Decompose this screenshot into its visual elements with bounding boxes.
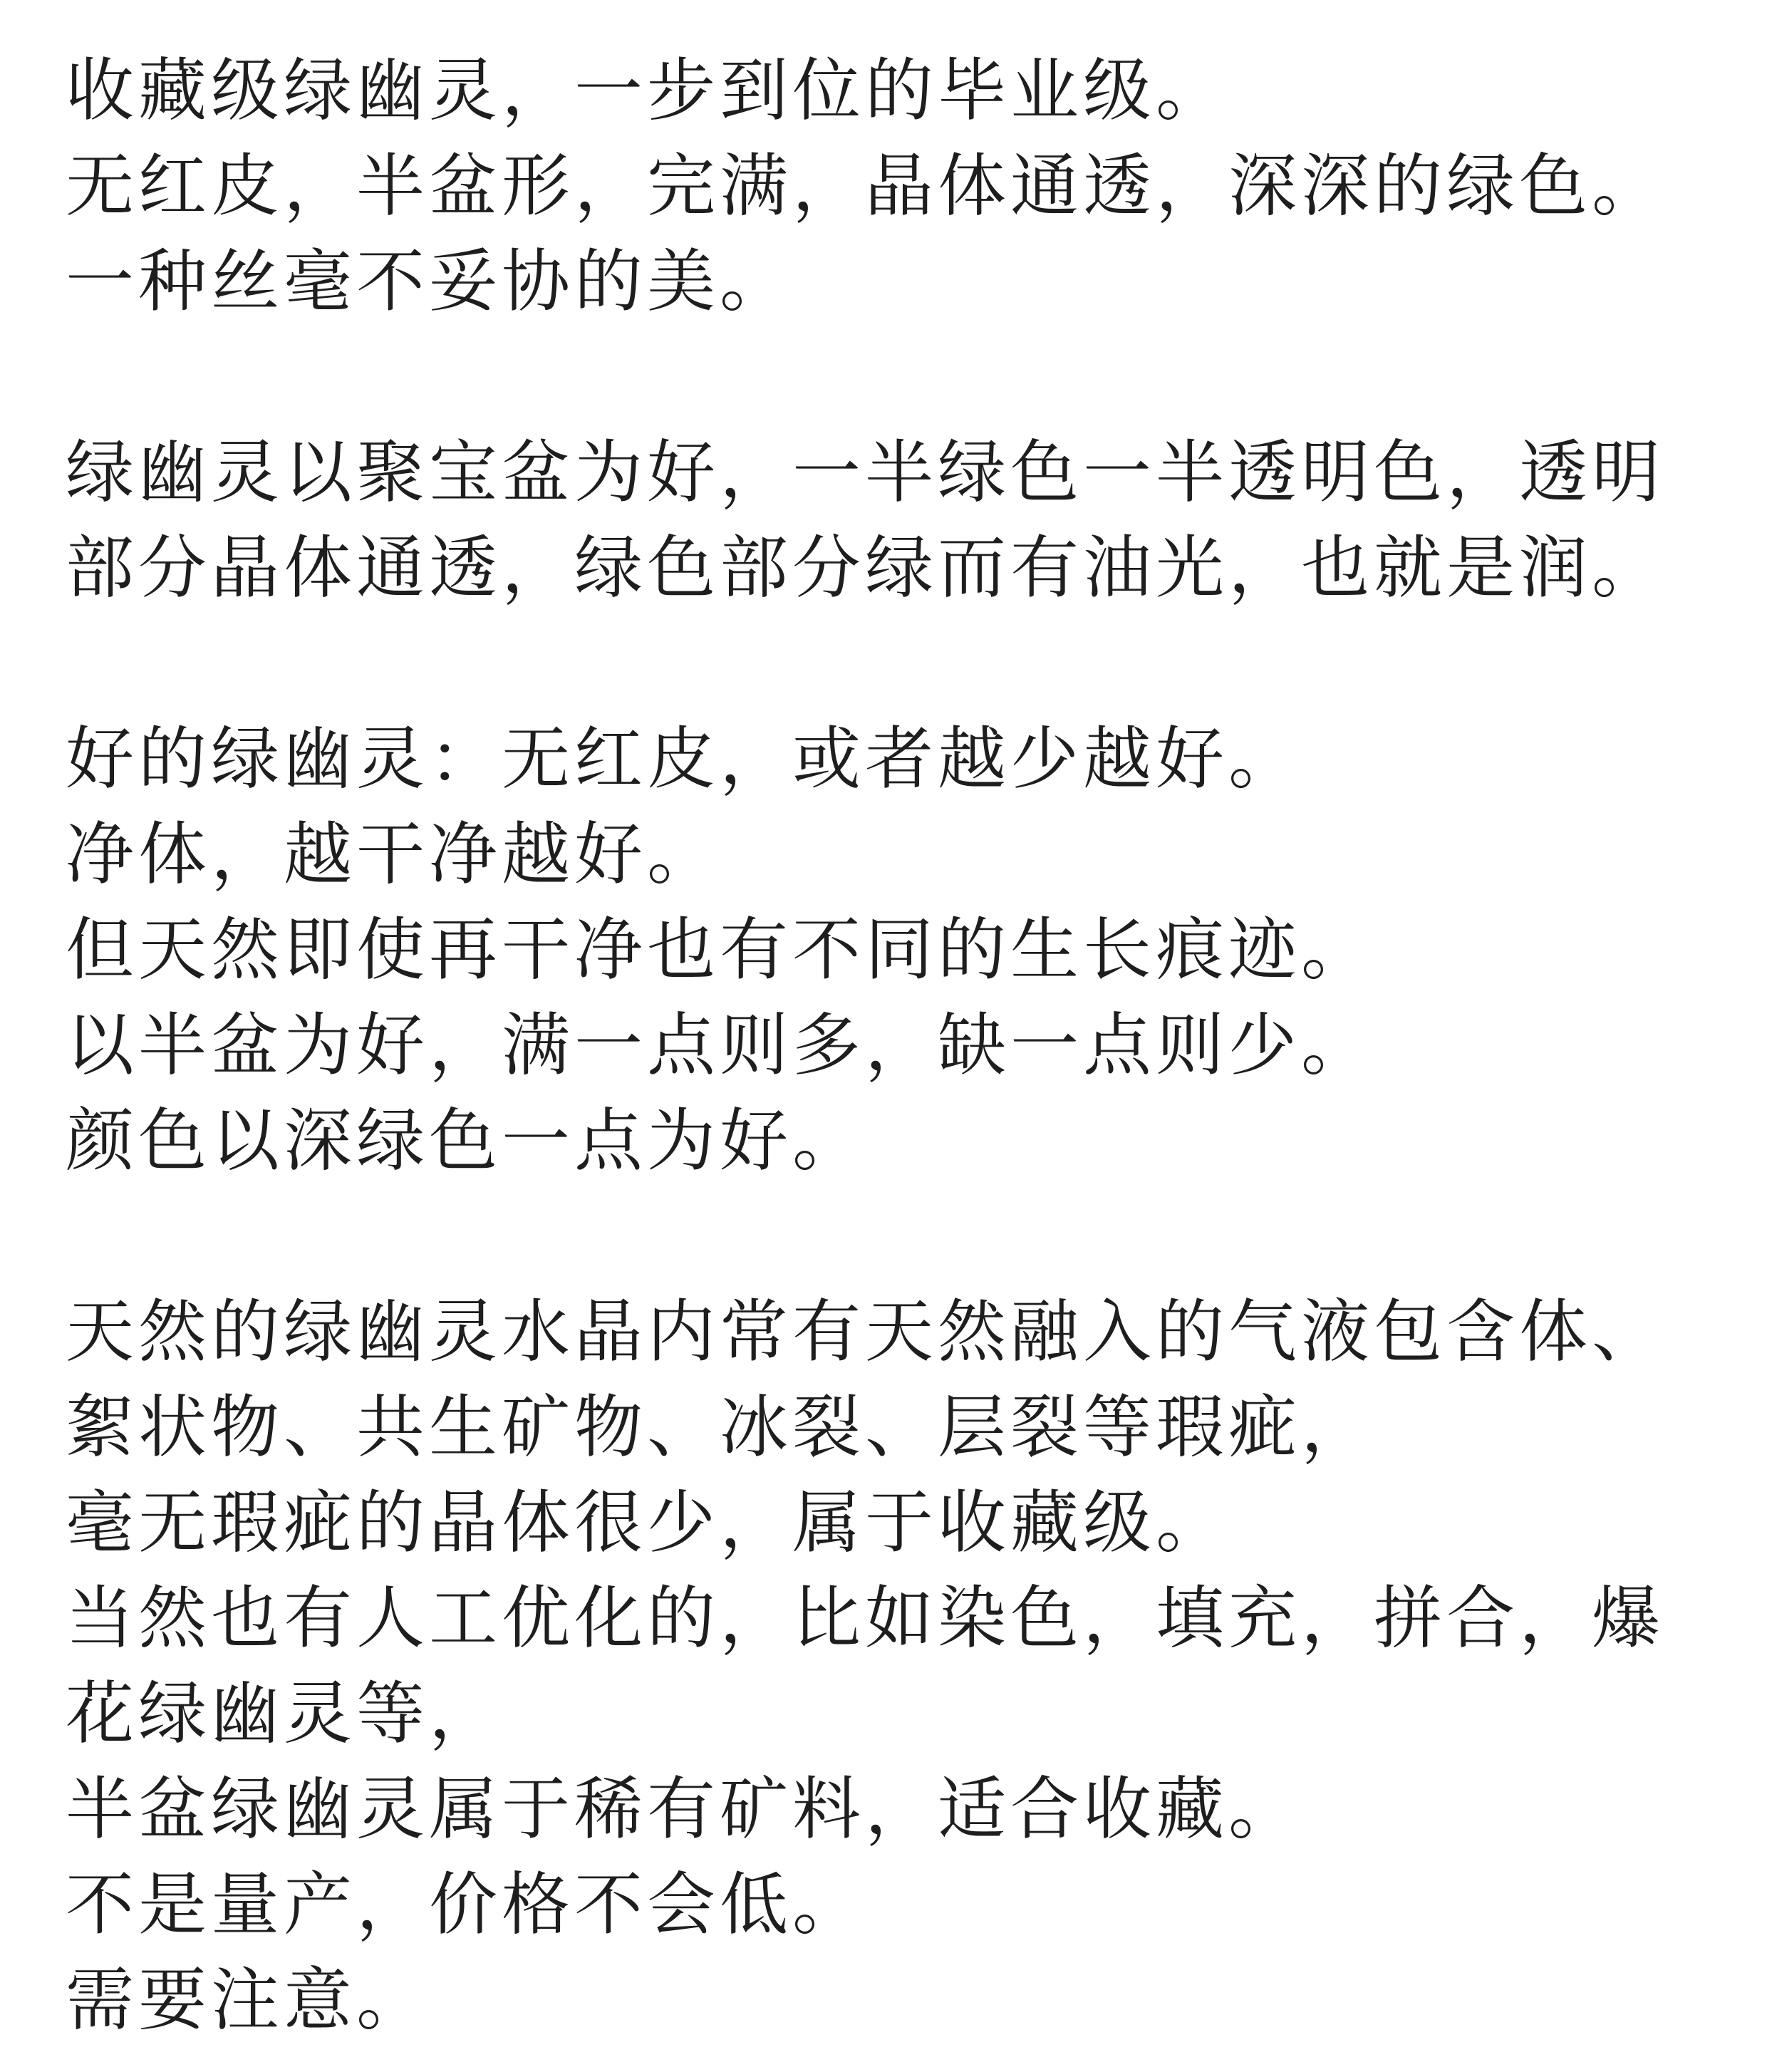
- text-line: 绿幽灵以聚宝盆为好，一半绿色一半透明色，透明: [66, 432, 1664, 512]
- text-line: 一种丝毫不妥协的美。: [66, 242, 792, 321]
- text-line: 以半盆为好，满一点则多，缺一点则少。: [66, 1005, 1374, 1085]
- text-line: 当然也有人工优化的，比如染色，填充，拼合，爆: [66, 1578, 1664, 1658]
- text-line: 颜色以深绿色一点为好。: [66, 1101, 865, 1181]
- text-line: 无红皮，半盆形，完满，晶体通透，深深的绿色。: [66, 146, 1664, 226]
- text-line: 收藏级绿幽灵，一步到位的毕业级。: [66, 51, 1228, 130]
- text-line: 不是量产，价格不会低。: [66, 1865, 865, 1944]
- text-line: 花绿幽灵等，: [66, 1674, 502, 1754]
- text-line: 但天然即使再干净也有不同的生长痕迹。: [66, 910, 1374, 990]
- text-line: 天然的绿幽灵水晶内常有天然融入的气液包含体、: [66, 1292, 1664, 1372]
- text-line: 需要注意。: [66, 1960, 429, 2040]
- text-line: 净体，越干净越好。: [66, 814, 720, 894]
- text-line: 半盆绿幽灵属于稀有矿料，适合收藏。: [66, 1769, 1301, 1849]
- paragraph-notes: [66, 1284, 1719, 2048]
- text-line: 絮状物、共生矿物、冰裂、层裂等瑕疵，: [66, 1387, 1374, 1467]
- text-line: 部分晶体通透，绿色部分绿而有油光，也就是润。: [66, 528, 1664, 608]
- article-body: [66, 43, 1719, 2048]
- paragraph-description: [66, 425, 1719, 616]
- text-line: 好的绿幽灵：无红皮，或者越少越好。: [66, 719, 1301, 799]
- paragraph-intro: [66, 43, 1719, 329]
- text-line: 毫无瑕疵的晶体很少，属于收藏级。: [66, 1483, 1228, 1563]
- paragraph-criteria: [66, 711, 1719, 1188]
